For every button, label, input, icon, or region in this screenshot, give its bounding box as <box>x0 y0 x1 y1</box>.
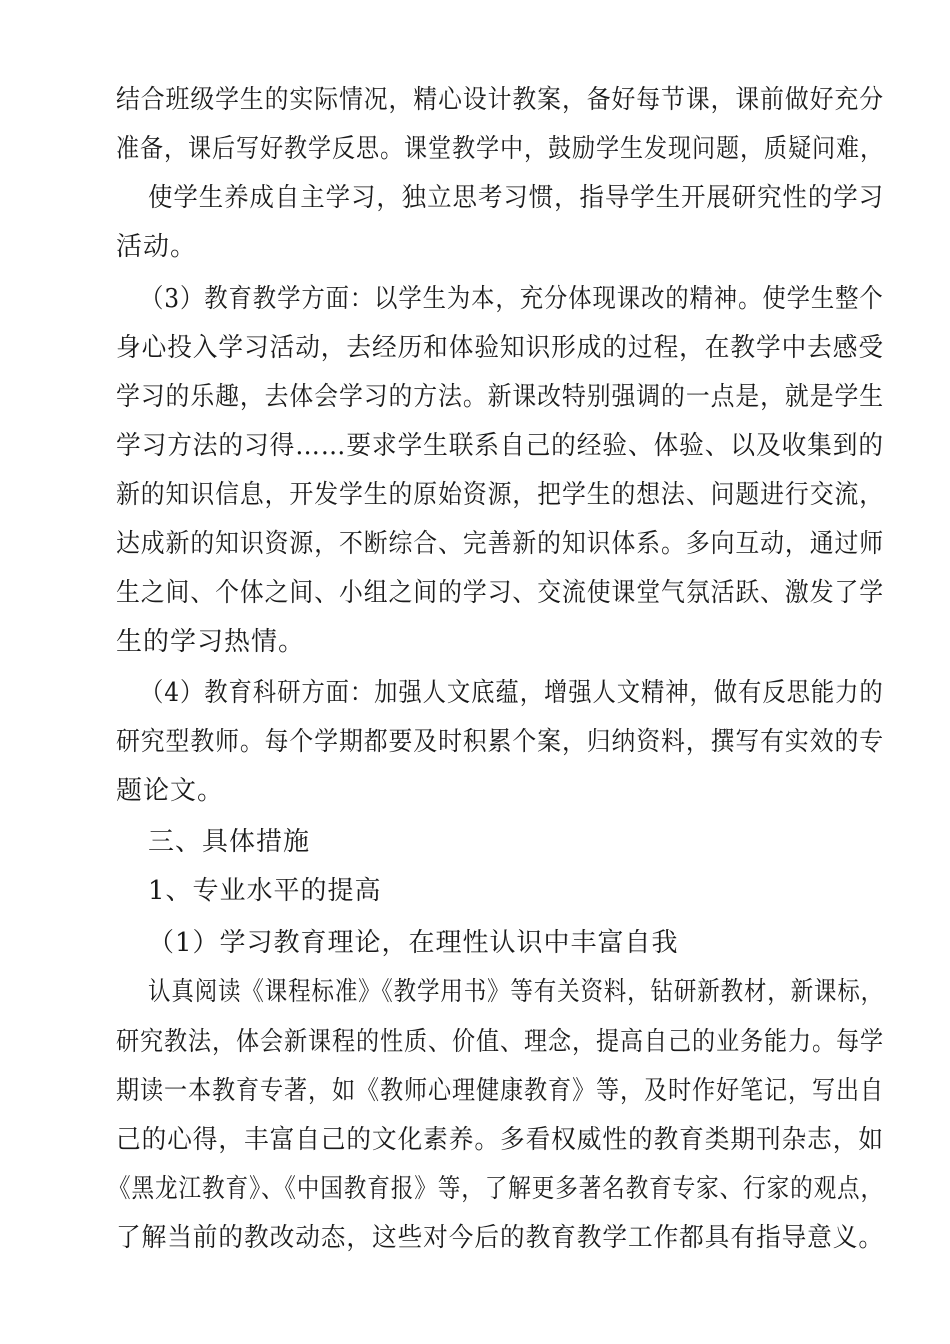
text-line: 《黑龙江教育》、《中国教育报》等，了解更多著名教育专家、行家的观点， <box>108 1174 885 1204</box>
text-line: 了解当前的教改动态，这些对今后的教育教学工作都具有指导意义。 <box>116 1223 884 1253</box>
subsection-heading: 1、专业水平的提高 <box>148 876 382 906</box>
text-line: 结合班级学生的实际情况，精心设计教案，备好每节课，课前做好充分 <box>116 85 885 115</box>
text-line: 期读一本教育专著，如《教师心理健康教育》等，及时作好笔记，写出自 <box>116 1076 885 1106</box>
subsubsection-heading: （1）学习教育理论，在理性认识中丰富自我 <box>148 928 679 958</box>
text-line: 使学生养成自主学习，独立思考习惯，指导学生开展研究性的学习 <box>148 183 885 213</box>
text-line: 己的心得，丰富自己的文化素养。多看权威性的教育类期刊杂志，如 <box>116 1125 884 1155</box>
text-line: 准备，课后写好教学反思。课堂教学中，鼓励学生发现问题，质疑问难， <box>116 134 885 164</box>
text-line: 生的学习热情。 <box>116 627 306 657</box>
text-line: （4）教育科研方面：加强人文底蕴，增强人文精神，做有反思能力的 <box>140 678 884 708</box>
text-line: （3）教育教学方面：以学生为本，充分体现课改的精神。使学生整个 <box>140 284 884 314</box>
text-line: 学习的乐趣，去体会学习的方法。新课改特别强调的一点是，就是学生 <box>116 382 885 412</box>
text-line: 研究型教师。每个学期都要及时积累个案，归纳资料，撰写有实效的专 <box>116 727 885 757</box>
text-line: 生之间、个体之间、小组之间的学习、交流使课堂气氛活跃、激发了学 <box>116 578 885 608</box>
text-line: 活动。 <box>116 232 198 262</box>
text-line: 认真阅读《课程标准》《教学用书》等有关资料，钻研新教材，新课标， <box>148 977 885 1007</box>
text-line: 身心投入学习活动，去经历和体验知识形成的过程，在教学中去感受 <box>116 333 884 363</box>
text-line: 新的知识信息，开发学生的原始资源，把学生的想法、问题进行交流， <box>116 480 885 510</box>
section-heading: 三、具体措施 <box>148 827 311 857</box>
text-line: 达成新的知识资源，不断综合、完善新的知识体系。多向互动，通过师 <box>116 529 885 559</box>
text-line: 学习方法的习得……要求学生联系自己的经验、体验、以及收集到的 <box>116 431 884 461</box>
text-line: 题论文。 <box>116 776 225 806</box>
text-line: 研究教法，体会新课程的性质、价值、理念，提高自己的业务能力。每学 <box>116 1027 885 1057</box>
